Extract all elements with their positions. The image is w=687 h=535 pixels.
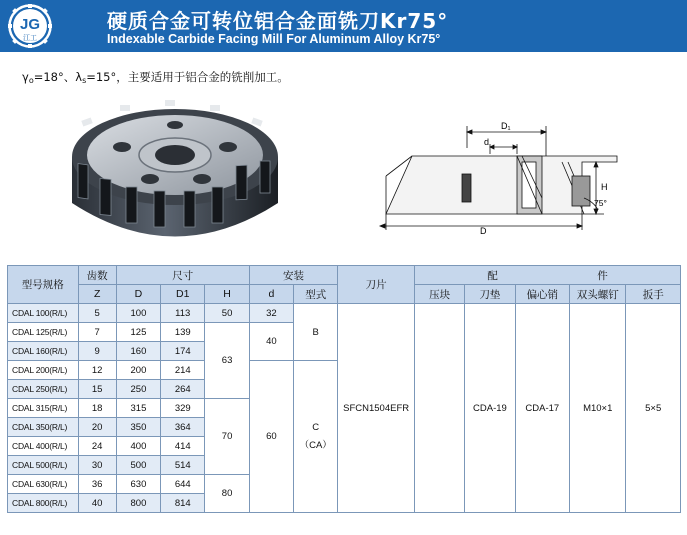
logo-text: 江工	[23, 34, 37, 42]
h-cell: 80	[205, 475, 249, 513]
type-cell: C （CA）	[294, 361, 338, 513]
drawing-label-D: D	[480, 226, 487, 236]
header-wrench: 扳手	[626, 285, 681, 304]
header-bar	[0, 0, 687, 52]
clamp-cell	[414, 304, 464, 513]
drawing-label-h: H	[601, 182, 608, 192]
header-model: 型号规格	[8, 266, 79, 304]
wrench-cell: 5×5	[626, 304, 681, 513]
table-row: CDAL 800(R/L) 40 800 814	[8, 494, 681, 513]
drawing-label-d1: D₁	[501, 121, 511, 131]
table-row: CDAL 630(R/L) 36 630 644 80	[8, 475, 681, 494]
header-type: 型式	[294, 285, 338, 304]
header-pad: 刀垫	[465, 285, 515, 304]
title-chinese: 硬质合金可转位铝合金面铣刀Kr75°	[107, 9, 449, 33]
header-d: d	[249, 285, 293, 304]
header-mount: 安装	[249, 266, 338, 285]
table-row: CDAL 160(R/L) 9 160 174	[8, 342, 681, 361]
angle-description: $\gamma_o=18^\circ$、$\lambda_s=15^\circ$，主要适用于铝合金的铣削加工。	[22, 70, 289, 85]
spec-table	[7, 265, 681, 513]
pad-cell: CDA-19	[465, 304, 515, 513]
title-english: Indexable Carbide Facing Mill For Aluminum Alloy Kr75°	[107, 32, 441, 46]
table-row: CDAL 350(R/L) 20 350 364	[8, 418, 681, 437]
header-clamp: 压块	[414, 285, 464, 304]
d-cell: 40	[249, 323, 293, 361]
header-H: H	[205, 285, 249, 304]
table-row: CDAL 200(R/L) 12 200 214 60 C （CA）	[8, 361, 681, 380]
header-D: D	[116, 285, 160, 304]
screw-cell: M10×1	[570, 304, 626, 513]
technical-drawing	[372, 118, 624, 236]
header-size: 尺寸	[116, 266, 249, 285]
table-row: CDAL 125(R/L) 7 125 139 63 40	[8, 323, 681, 342]
d-cell: 60	[249, 361, 293, 513]
h-cell: 50	[205, 304, 249, 323]
insert-cell: SFCN1504EFR	[338, 304, 415, 513]
table-row: CDAL 400(R/L) 24 400 414	[8, 437, 681, 456]
table-row: CDAL 100(R/L) 5 100 113 50 32 B SFCN1504EFR CDA-19 CDA-17 M10×1 5×5	[8, 304, 681, 323]
type-cell: B	[294, 304, 338, 361]
h-cell: 70	[205, 399, 249, 475]
cutter-photo	[60, 95, 290, 255]
header-teeth: 齿数	[78, 266, 116, 285]
pin-cell: CDA-17	[515, 304, 569, 513]
d-cell: 32	[249, 304, 293, 323]
header-pin: 偏心销	[515, 285, 569, 304]
header-accessories: 配 件	[414, 266, 680, 285]
table-row: CDAL 500(R/L) 30 500 514	[8, 456, 681, 475]
header-insert: 刀片	[338, 266, 415, 304]
drawing-label-d: d	[484, 137, 490, 147]
drawing-label-angle: 75°	[594, 198, 607, 208]
table-row: CDAL 250(R/L) 15 250 264	[8, 380, 681, 399]
jg-logo-icon	[8, 4, 52, 48]
header-z: Z	[78, 285, 116, 304]
header-screw: 双头螺钉	[570, 285, 626, 304]
header-D1: D1	[161, 285, 205, 304]
table-row: CDAL 315(R/L) 18 315 329 70	[8, 399, 681, 418]
logo-letters: JG	[19, 16, 41, 33]
h-cell: 63	[205, 323, 249, 399]
